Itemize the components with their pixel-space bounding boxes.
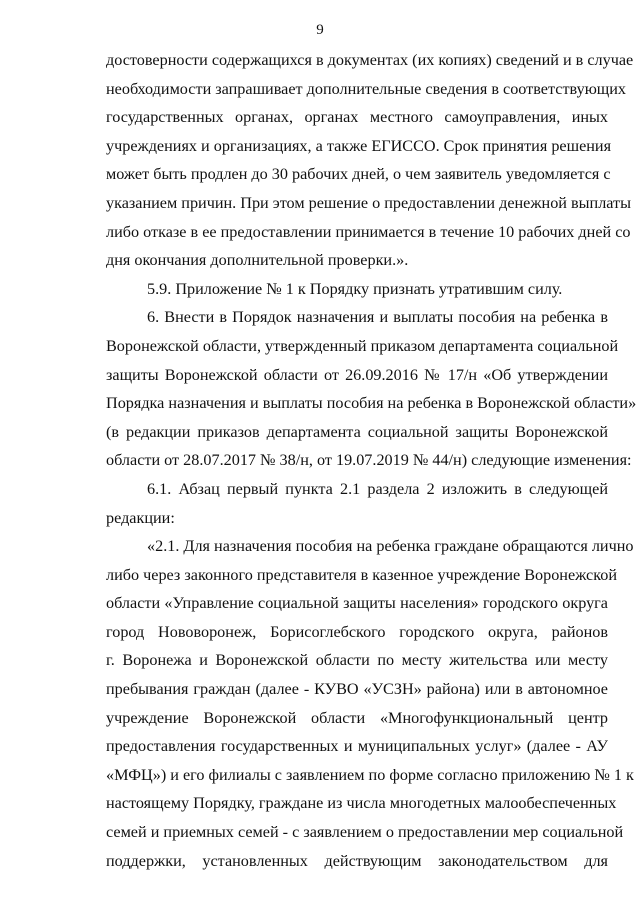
text-line: указанием причин. При этом решение о предоставлении денежной выплаты	[106, 193, 631, 212]
text-line: защиты Воронежской области от 26.09.2016 № 17/н «Об утверждении	[106, 365, 608, 384]
text-line: настоящему Порядку, граждане из числа многодетных малообеспеченных	[106, 794, 617, 813]
text-line: редакции:	[106, 508, 175, 527]
text-line: 6.1. Абзац первый пункта 2.1 раздела 2 изложить в следующей	[147, 479, 608, 498]
text-line: «МФЦ») и его филиалы с заявлением по форме согласно приложению № 1 к	[106, 765, 634, 784]
paragraph-5-9	[106, 275, 608, 304]
page-number: 9	[316, 22, 324, 38]
paragraph-6-1	[106, 475, 608, 532]
text-line: учреждение Воронежской области «Многофункциональный центр	[106, 708, 608, 727]
paragraph-continuation	[106, 46, 634, 275]
text-line: государственных органах, органах местного самоуправления, иных	[106, 108, 608, 127]
text-line: области от 28.07.2017 № 38/н, от 19.07.2019 № 44/н) следующие изменения:	[106, 451, 632, 470]
text-line: может быть продлен до 30 рабочих дней, о чем заявитель уведомляется с	[106, 165, 611, 184]
text-line: пребывания граждан (далее - КУВО «УСЗН» района) или в автономное	[106, 680, 608, 699]
paragraph-2-1-quote	[106, 532, 634, 875]
text-line: Порядка назначения и выплаты пособия на ребенка в Воронежской области»	[106, 394, 637, 413]
text-line: предоставления государственных и муниципальных услуг» (далее - АУ	[106, 737, 608, 756]
text-line: Воронежской области, утвержденный приказом департамента социальной	[106, 336, 619, 355]
text-line: 6. Внести в Порядок назначения и выплаты пособия на ребенка в	[147, 308, 608, 327]
text-line: либо через законного представителя в казенное учреждение Воронежской	[106, 565, 618, 584]
paragraph-6	[106, 303, 637, 475]
document-body	[106, 46, 637, 875]
text-line: дня окончания дополнительной проверки.».	[106, 251, 409, 270]
text-line: учреждениях и организациях, а также ЕГИССО. Срок принятия решения	[106, 136, 612, 155]
text-line: области «Управление социальной защиты населения» городского округа	[106, 594, 608, 613]
text-line: семей и приемных семей - с заявлением о предоставлении мер социальной	[106, 823, 624, 842]
text-line: (в редакции приказов департамента социальной защиты Воронежской	[106, 422, 608, 441]
text-line: либо отказе в ее предоставлении принимается в течение 10 рабочих дней со	[106, 222, 631, 241]
text-line: г. Воронежа и Воронежской области по месту жительства или месту	[106, 651, 608, 670]
text-line: «2.1. Для назначения пособия на ребенка граждане обращаются лично	[147, 537, 634, 556]
text-line: поддержки, установленных действующим законодательством для	[106, 851, 608, 870]
text-line: 5.9. Приложение № 1 к Порядку признать утратившим силу.	[147, 279, 563, 298]
text-line: достоверности содержащихся в документах (их копиях) сведений и в случае	[106, 51, 634, 69]
text-line: город Нововоронеж, Борисоглебского городского округа, районов	[106, 622, 608, 641]
text-line: необходимости запрашивает дополнительные сведения в соответствующих	[106, 79, 627, 98]
